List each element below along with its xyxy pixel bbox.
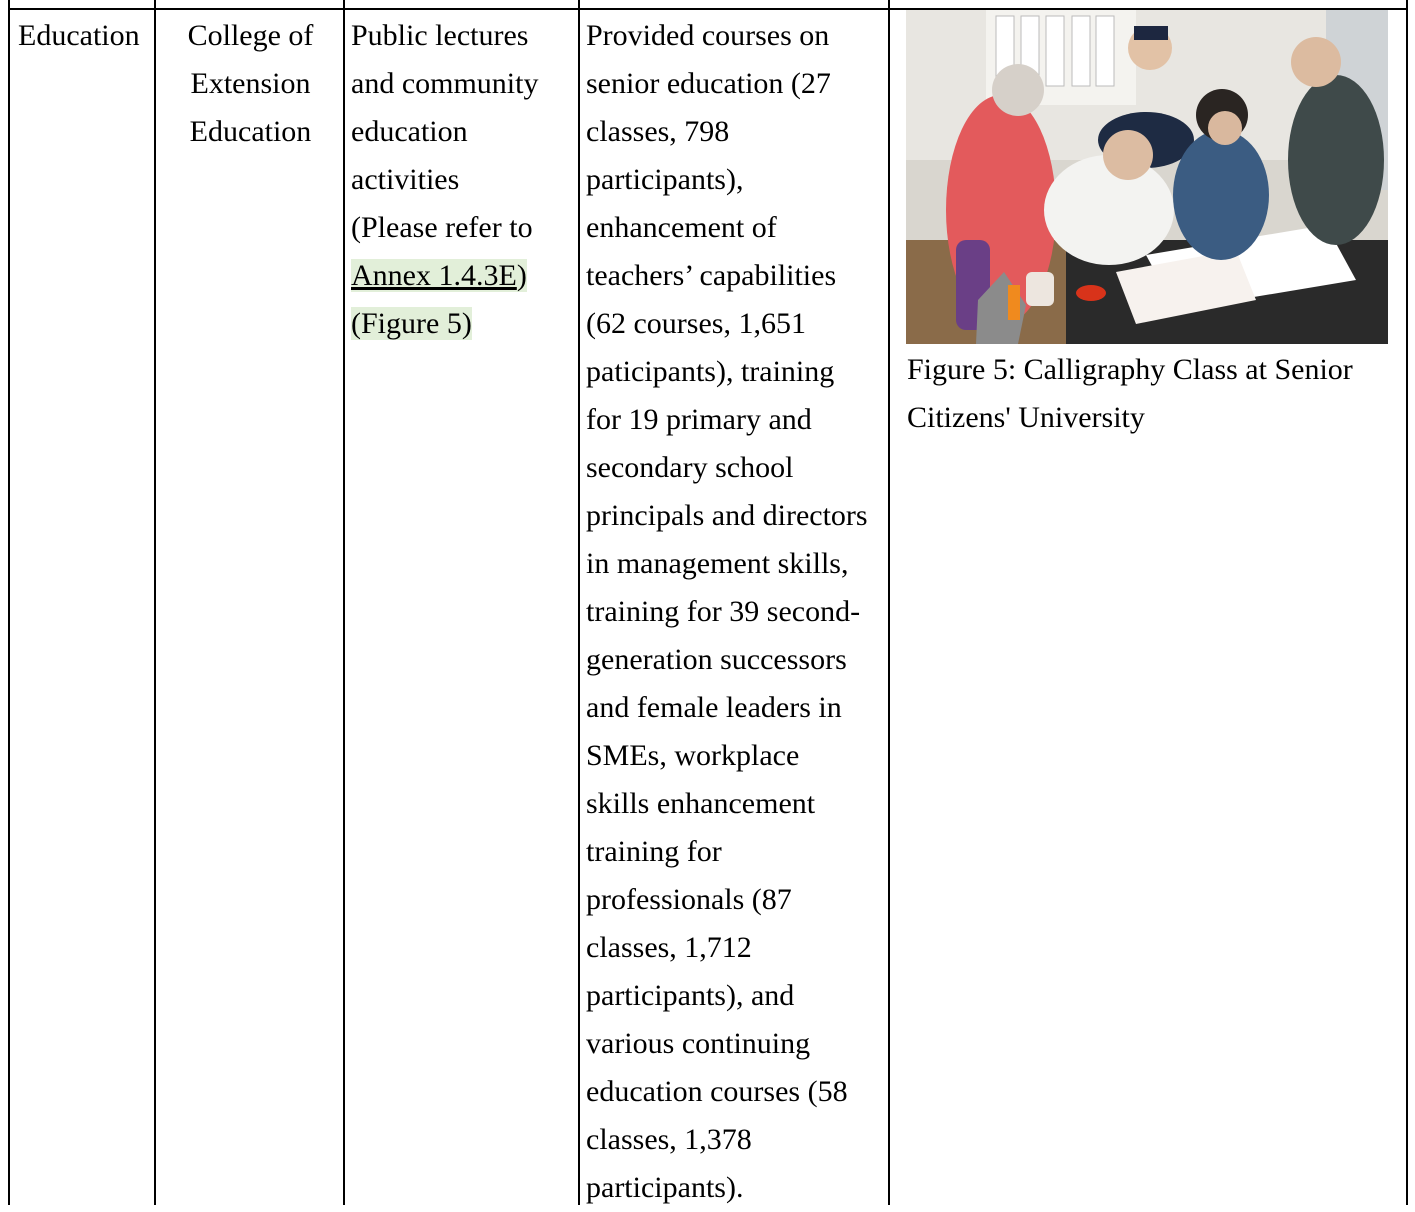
- category-cell: [18, 12, 140, 60]
- column-divider: [154, 0, 156, 1205]
- description-line: professionals (87: [586, 883, 792, 916]
- unit-cell: [158, 12, 343, 156]
- calligraphy-class-photo: [906, 10, 1388, 344]
- figure-reference: (Figure 5): [351, 307, 472, 340]
- description-line: (62 courses, 1,651: [586, 307, 806, 340]
- description-line: classes, 1,378: [586, 1123, 752, 1156]
- description-line: senior education (27: [586, 67, 831, 100]
- description-line: participants), and: [586, 979, 795, 1012]
- column-divider: [578, 0, 580, 1205]
- activity-line: education: [351, 115, 468, 148]
- description-line: in management skills,: [586, 547, 849, 580]
- table-right-border: [1406, 0, 1408, 1205]
- description-line: SMEs, workplace: [586, 739, 800, 772]
- figure-caption: Figure 5: Calligraphy Class at Senior Citizens' University: [907, 353, 1353, 434]
- column-divider: [343, 0, 345, 1205]
- description-line: classes, 798: [586, 115, 730, 148]
- activity-line: (Please refer to: [351, 211, 533, 244]
- annex-link[interactable]: Annex 1.4.3E: [351, 259, 517, 292]
- description-line: classes, 1,712: [586, 931, 752, 964]
- description-line: principals and directors: [586, 499, 868, 532]
- description-line: training for 39 second-: [586, 595, 861, 628]
- description-line: participants).: [586, 1171, 744, 1204]
- description-line: enhancement of: [586, 211, 777, 244]
- description-line: for 19 primary and: [586, 403, 812, 436]
- description-line: teachers’ capabilities: [586, 259, 837, 292]
- activity-line: activities: [351, 163, 460, 196]
- column-divider: [888, 0, 890, 1205]
- description-line: and female leaders in: [586, 691, 842, 724]
- description-line: various continuing: [586, 1027, 811, 1060]
- description-line: training for: [586, 835, 722, 868]
- description-line: skills enhancement: [586, 787, 816, 820]
- activity-line: and community: [351, 67, 539, 100]
- description-line: Provided courses on: [586, 19, 830, 52]
- activity-cell: [351, 12, 576, 348]
- description-cell: [586, 12, 886, 1212]
- unit-line: College of: [187, 19, 314, 52]
- description-line: generation successors: [586, 643, 847, 676]
- description-line: paticipants), training: [586, 355, 835, 388]
- unit-line: Education: [189, 115, 312, 148]
- unit-line: Extension: [190, 67, 311, 100]
- activity-line: Public lectures: [351, 19, 529, 52]
- description-line: participants),: [586, 163, 744, 196]
- table-left-border: [8, 0, 10, 1205]
- description-line: secondary school: [586, 451, 794, 484]
- description-line: education courses (58: [586, 1075, 848, 1108]
- category-text: Education: [18, 19, 140, 52]
- annex-close-paren: ): [516, 259, 527, 292]
